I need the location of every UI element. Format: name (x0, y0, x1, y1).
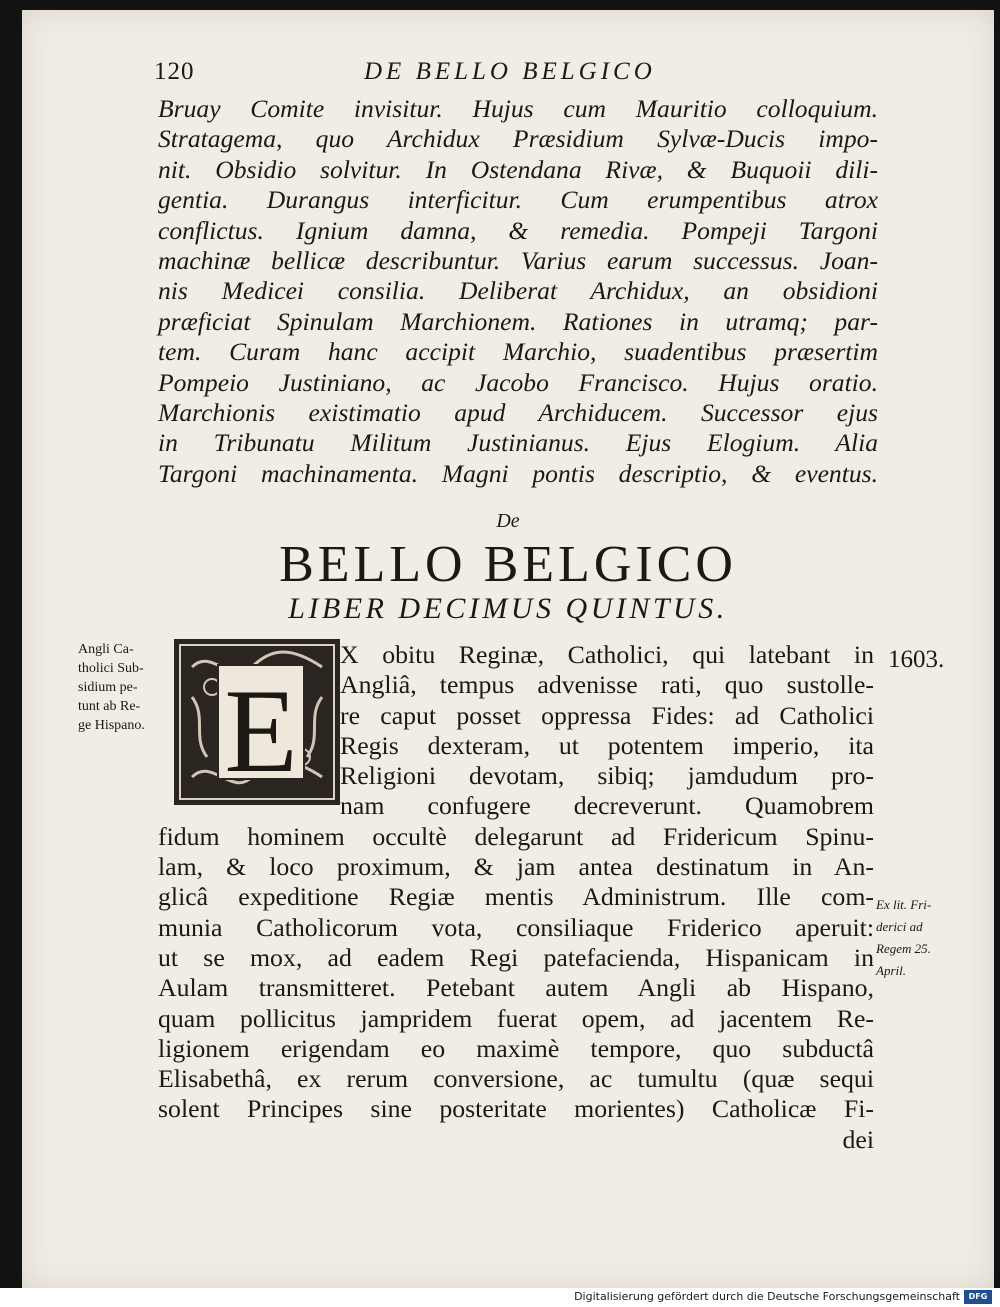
margin-note-line: Regem 25. (876, 941, 931, 956)
footer-bar (0, 1288, 1000, 1307)
book-subtitle: LIBER DECIMUS QUINTUS. (288, 592, 728, 625)
margin-note-line: derici ad (876, 919, 923, 934)
margin-note-line: Ex lit. Fri- (876, 897, 932, 912)
summary-line: Stratagema, quo Archidux Præsidium Sylvæ-Ducis impo- (158, 124, 878, 154)
body-line: X obitu Reginæ, Catholici, qui latebant in (340, 640, 874, 669)
summary-line: tem. Curam hanc accipit Marchio, suadentibus præsertim (158, 337, 878, 367)
drop-cap-letter: E (224, 664, 298, 797)
body-line: nam confugere decreverunt. Quamobrem (340, 791, 874, 821)
chapter-summary (158, 94, 878, 489)
body-line: Angliâ, tempus advenisse rati, quo sustolle- (340, 670, 874, 700)
margin-note-line: sidium pe- (78, 680, 138, 695)
body-line: fidum hominem occultè delegarunt ad Fridericum Spinu- (158, 821, 874, 851)
body-line: Religioni devotam, sibiq; jamdudum pro- (340, 761, 874, 791)
body-line: glicâ expeditione Regiæ mentis Administrum. Ille com- (158, 882, 874, 912)
summary-line: Targoni machinamenta. Magni pontis descriptio, & eventus. (158, 458, 878, 488)
summary-line: Bruay Comite invisitur. Hujus cum Mauritio colloquium. (158, 94, 878, 123)
body-line: solent Principes sine posteritate morientes) Catholicæ Fi- (158, 1094, 874, 1124)
margin-year: 1603. (888, 646, 945, 673)
body-text (158, 640, 874, 1155)
footer-credit: Digitalisierung gefördert durch die Deutsche Forschungsgemeinschaft (574, 1290, 960, 1303)
body-line: Aulam transmitteret. Petebant autem Angli ab Hispano, (158, 973, 874, 1003)
dfg-logo: DFG (964, 1290, 992, 1304)
summary-line: nit. Obsidio solvitur. In Ostendana Rivæ, & Buquoii dili- (158, 154, 878, 184)
body-line: lam, & loco proximum, & jam antea destinatum in An- (158, 852, 874, 882)
body-line: dei (842, 1124, 874, 1154)
book-title: BELLO BELGICO (279, 536, 737, 593)
body-line: re caput posset oppressa Fides: ad Catholici (340, 700, 874, 730)
summary-line: machinæ bellicæ describuntur. Varius earum successus. Joan- (158, 246, 878, 276)
body-line: munia Catholicorum vota, consiliaque Friderico aperuit: (158, 912, 874, 942)
margin-note-right (876, 894, 976, 982)
summary-line: nis Medicei consilia. Deliberat Archidux, an obsidioni (158, 276, 878, 306)
body-line: quam pollicitus jampridem fuerat opem, ad jacentem Re- (158, 1003, 874, 1033)
margin-note-line: ge Hispano. (78, 718, 145, 733)
body-line: Regis dexteram, ut potentem imperio, ita (340, 730, 874, 760)
summary-line: in Tribunatu Militum Justinianus. Ejus Elogium. Alia (158, 428, 878, 458)
margin-note-line: tunt ab Re- (78, 699, 141, 714)
summary-line: præficiat Spinulam Marchionem. Rationes in utramq; par- (158, 306, 878, 336)
body-line: ligionem erigendam eo maximè tempore, quo subductâ (158, 1033, 874, 1063)
margin-note-line: tholici Sub- (78, 661, 144, 676)
page-number: 120 (154, 58, 195, 85)
book-page (22, 10, 994, 1288)
summary-line: Pompeio Justiniano, ac Jacobo Francisco. Hujus oratio. (158, 367, 878, 397)
running-head (154, 58, 874, 88)
summary-line: Marchionis existimatio apud Archiducem. Successor ejus (158, 398, 878, 428)
body-line: Elisabethâ, ex rerum conversione, ac tumultu (quæ sequi (158, 1064, 874, 1094)
running-head-title: DE BELLO BELGICO (364, 58, 656, 85)
margin-note-line: Angli Ca- (78, 642, 134, 657)
heading-de: De (496, 510, 520, 532)
summary-line: gentia. Durangus interficitur. Cum erumpentibus atrox (158, 185, 878, 215)
margin-note-line: April. (876, 963, 906, 978)
summary-line: conflictus. Ignium damna, & remedia. Pompeji Targoni (158, 215, 878, 245)
body-line: ut se mox, ad eadem Regi patefacienda, Hispanicam in (158, 942, 874, 972)
